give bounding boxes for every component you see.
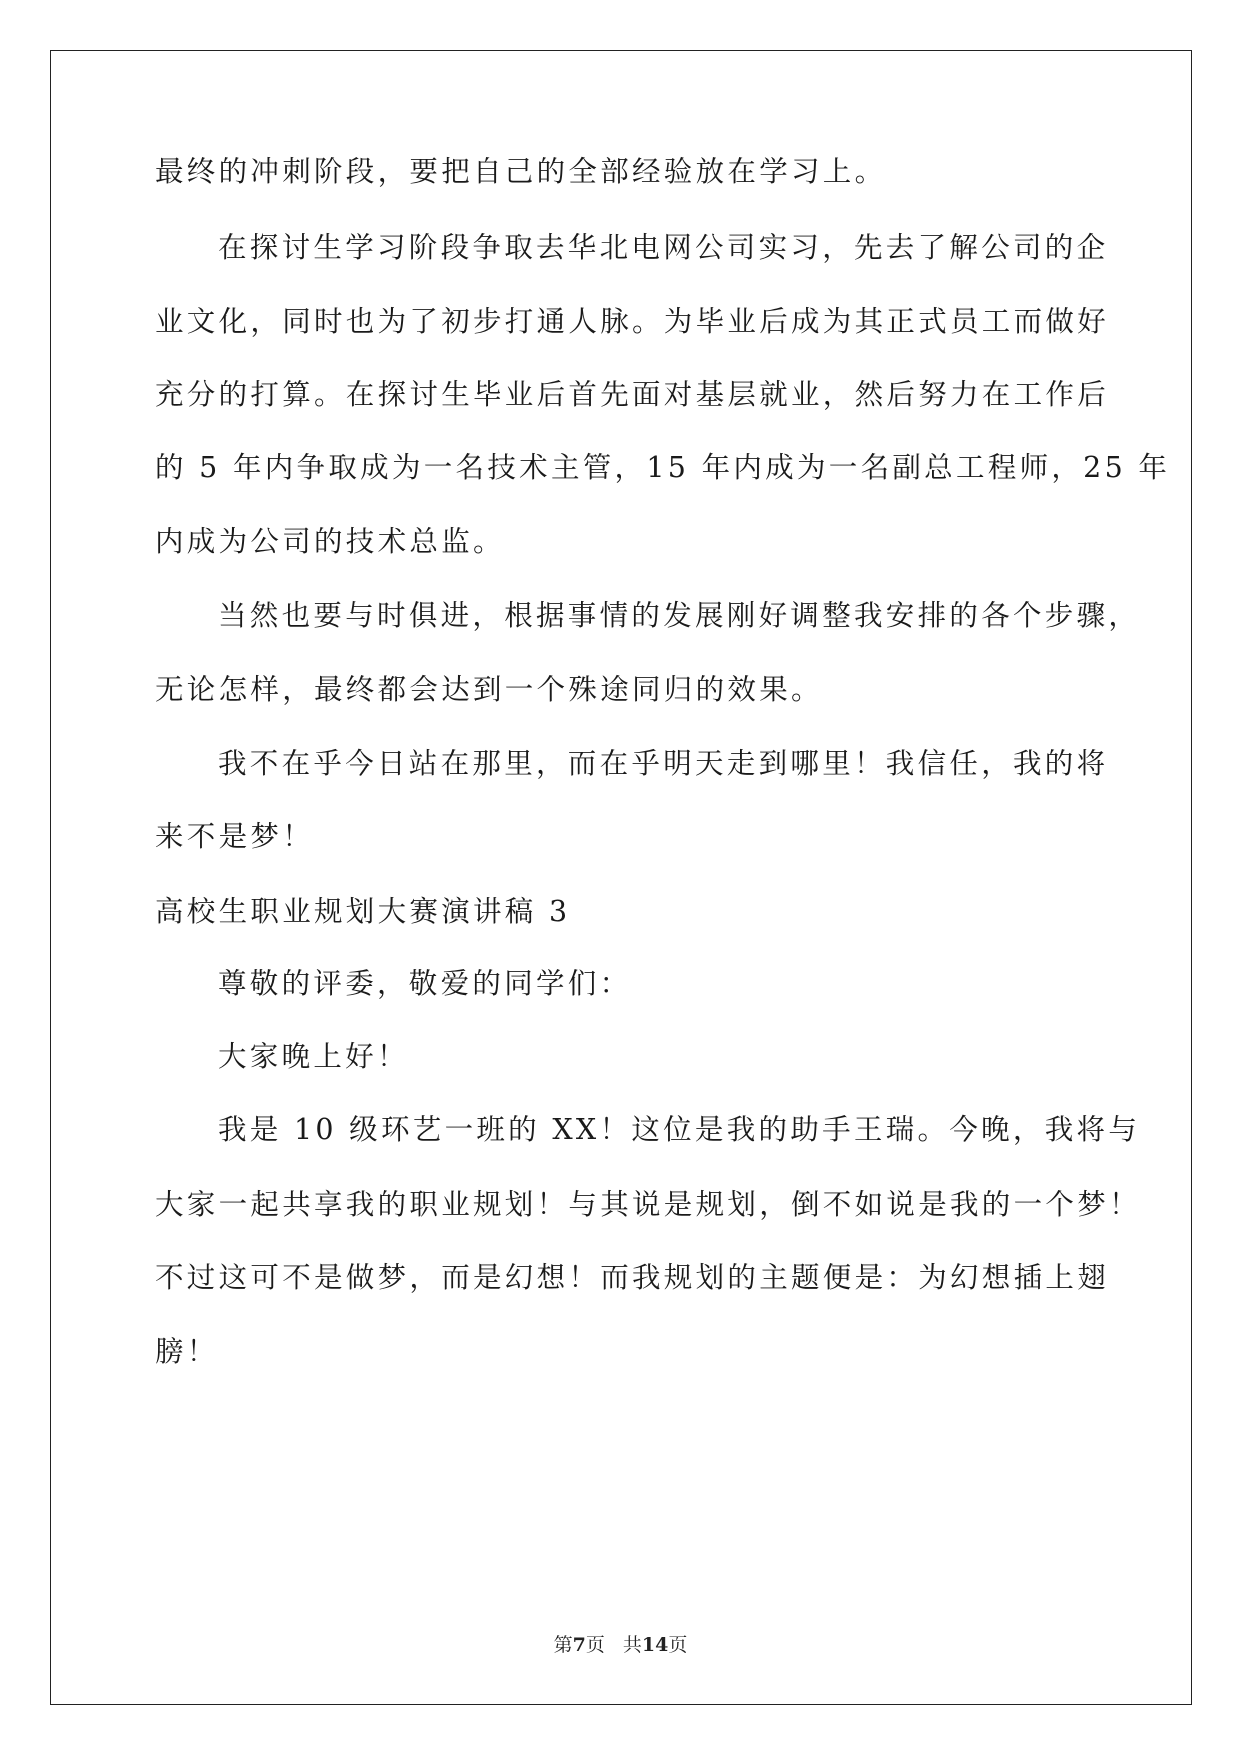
text-line: 最终的冲刺阶段，要把自己的全部经验放在学习上。 [155, 155, 887, 188]
text-line: 在探讨生学习阶段争取去华北电网公司实习，先去了解公司的企 [218, 231, 1109, 264]
text-line: 的 5 年内争取成为一名技术主管，15 年内成为一名副总工程师，25 年 [155, 451, 1171, 484]
text-line: 不过这可不是做梦，而是幻想！而我规划的主题便是：为幻想插上翅 [155, 1261, 1110, 1294]
total-prefix: 共 [622, 1634, 642, 1656]
text-line: 无论怎样，最终都会达到一个殊途同归的效果。 [155, 673, 823, 706]
page-unit: 页 [585, 1634, 605, 1656]
text-line: 尊敬的评委，敬爱的同学们： [218, 967, 632, 1000]
text-line: 来不是梦！ [155, 820, 315, 853]
text-line: 膀！ [155, 1335, 219, 1368]
text-line: 充分的打算。在探讨生毕业后首先面对基层就业，然后努力在工作后 [155, 378, 1110, 411]
section-heading: 高校生职业规划大赛演讲稿 3 [155, 895, 571, 928]
text-line: 我是 10 级环艺一班的 XX！这位是我的助手王瑞。今晚，我将与 [218, 1113, 1141, 1146]
page-prefix: 第 [553, 1634, 573, 1656]
text-line: 我不在乎今日站在那里，而在乎明天走到哪里！我信任，我的将 [218, 747, 1109, 780]
page-current: 7 [572, 1634, 586, 1656]
page-footer [0, 1630, 1241, 1657]
text-line: 大家一起共享我的职业规划！与其说是规划，倒不如说是我的一个梦！ [155, 1188, 1141, 1221]
text-line: 内成为公司的技术总监。 [155, 525, 505, 558]
text-line: 大家晚上好！ [218, 1040, 409, 1073]
total-unit: 页 [668, 1634, 688, 1656]
text-line: 当然也要与时俱进，根据事情的发展刚好调整我安排的各个步骤， [218, 599, 1141, 632]
text-line: 业文化，同时也为了初步打通人脉。为毕业后成为其正式员工而做好 [155, 305, 1110, 338]
page-border [50, 50, 1192, 1705]
page-total: 14 [641, 1634, 669, 1656]
